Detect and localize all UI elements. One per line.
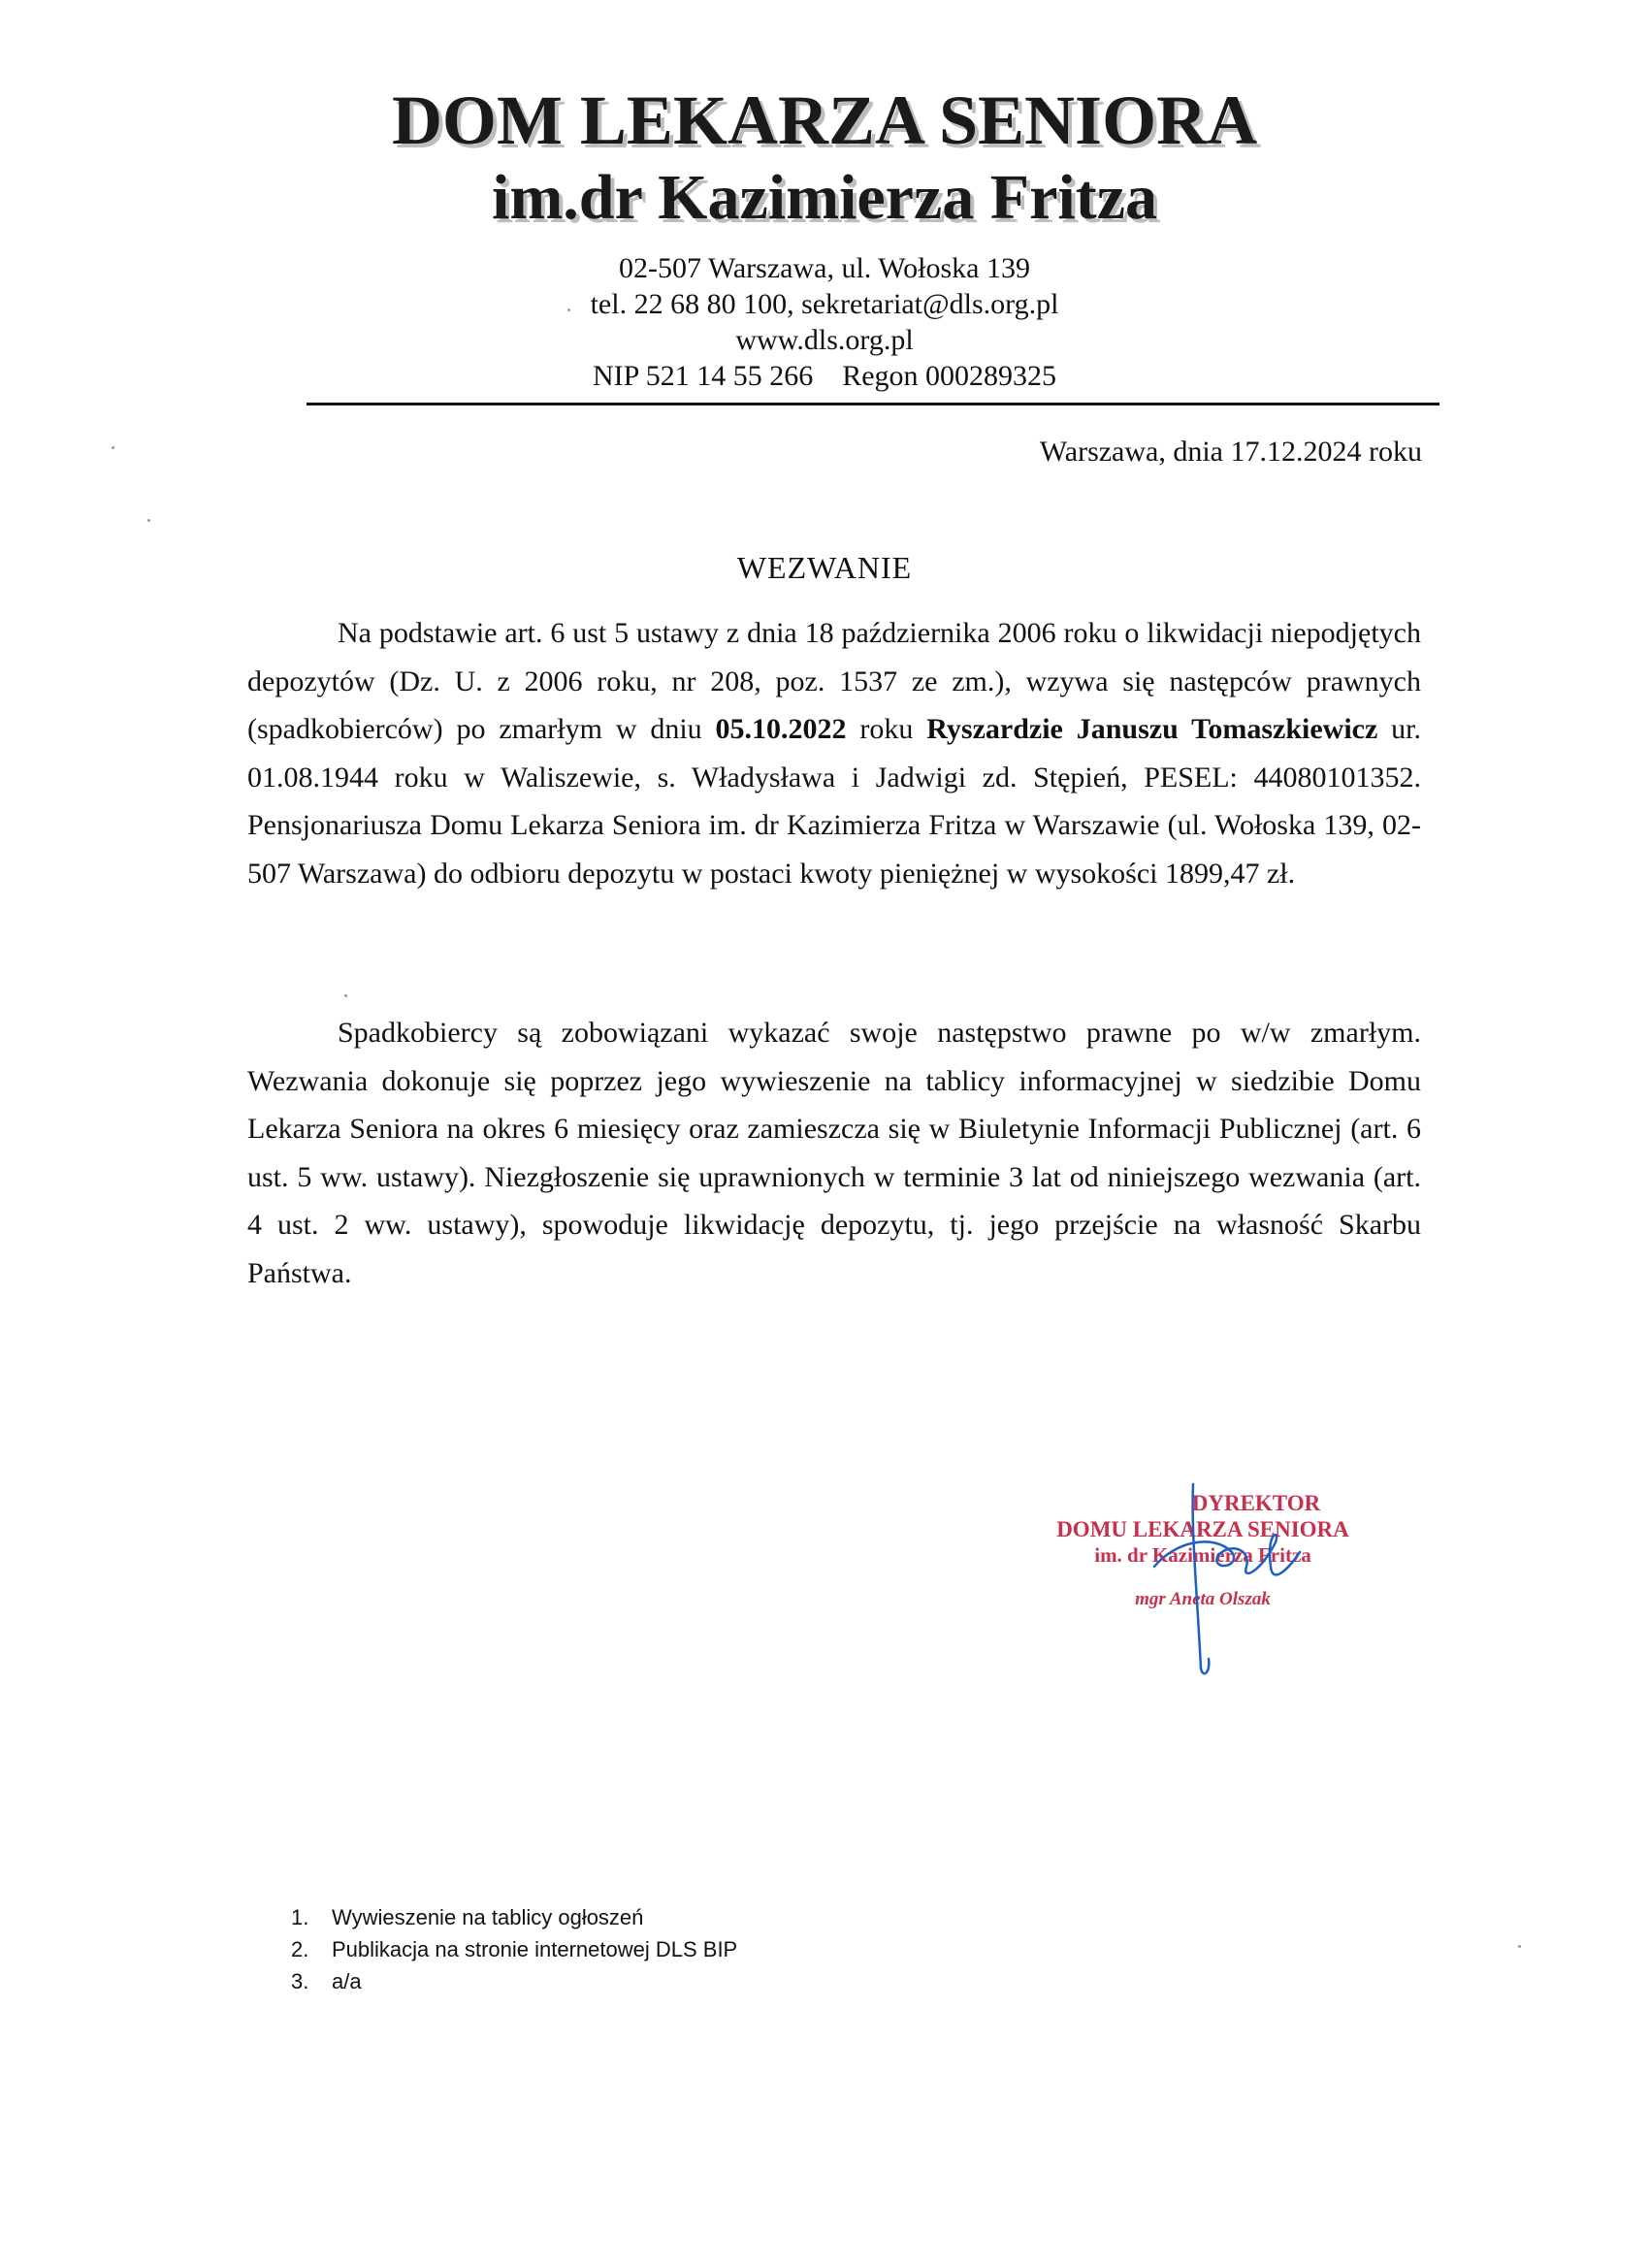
scan-speck xyxy=(1518,1945,1521,1948)
phone-email-line: tel. 22 68 80 100, sekretariat@dls.org.pl xyxy=(590,288,1059,320)
list-item: 2. Publikacja na stronie internetowej DLS BIP xyxy=(291,1937,738,1961)
document-title: WEZWANIE xyxy=(736,550,913,585)
stamp-patron: im. dr Kazimierza Fritza xyxy=(1094,1543,1311,1567)
paragraph-summons xyxy=(247,609,1421,897)
letterhead xyxy=(0,81,1649,235)
contact-block xyxy=(0,250,1649,394)
scan-speck xyxy=(567,308,570,311)
summons-text-3: ur. 01.08.1944 roku w Waliszewie, s. Władysława i Jadwigi zd. Stępień, PESEL: 44080101352. Pensjonariusza Domu Lekarza Seniora im. dr Kazimierza Fritza w Warszawie (ul. Wołoska 139, 02-507 Warszawa) do odbioru depozytu w postaci kwoty pieniężnej w wysokości 1899,47 zł. xyxy=(247,713,1421,890)
deceased-name: Ryszardzie Januszu Tomaszkiewicz xyxy=(926,713,1378,745)
date-line: Warszawa, dnia 17.12.2024 roku xyxy=(1039,436,1422,468)
letterhead-divider xyxy=(307,403,1439,405)
obligations-text: Spadkobiercy są zobowiązani wykazać swoje następstwo prawne po w/w zmarłym. Wezwania dokonuje się poprzez jego wywieszenie na tablicy informacyjnej w siedzibie Domu Lekarza Seniora na okres 6 miesięcy oraz zamieszcza się w Biuletynie Informacji Publicznej (art. 6 ust. 5 ww. ustawy). Niezgłoszenie się uprawnionych w terminie 3 lat od niniejszego wezwania (art. 4 ust. 2 ww. ustawy), spowoduje likwidację depozytu, tj. jego przejście na własność Skarbu Państwa. xyxy=(247,1017,1421,1289)
address-line: 02-507 Warszawa, ul. Wołoska 139 xyxy=(619,252,1030,284)
summons-text-1: Na podstawie art. 6 ust 5 ustawy z dnia 18 października 2006 roku o likwidacji niepodjętych depozytów (Dz. U. z 2006 roku, nr 208, poz. 1537 ze zm.), wzywa się następców prawnych (spadkobierców) po zmarłym w dniu xyxy=(247,617,1421,745)
scan-speck xyxy=(112,446,114,449)
paragraph-obligations xyxy=(247,1009,1421,1297)
death-date: 05.10.2022 xyxy=(715,713,847,745)
handwritten-signature xyxy=(1096,1474,1319,1688)
list-item: 3. a/a xyxy=(291,1969,362,1993)
institution-patron: im.dr Kazimierza Fritza xyxy=(491,162,1157,233)
scan-speck xyxy=(344,994,347,997)
stamp-director-name: mgr Aneta Olszak xyxy=(1135,1589,1271,1609)
summons-text-2: roku xyxy=(846,713,927,745)
registry-line xyxy=(0,358,1649,394)
stamp-title: DYREKTOR xyxy=(1191,1491,1321,1515)
stamp-institution: DOMU LEKARZA SENIORA xyxy=(1056,1517,1349,1541)
institution-name: DOM LEKARZA SENIORA xyxy=(391,81,1258,159)
website-line: www.dls.org.pl xyxy=(735,324,914,356)
regon-number: Regon 000289325 xyxy=(842,360,1057,392)
distribution-list xyxy=(291,1901,737,1997)
nip-number: NIP 521 14 55 266 xyxy=(592,360,814,392)
list-item: 1. Wywieszenie na tablicy ogłoszeń xyxy=(291,1905,644,1929)
scan-speck xyxy=(147,519,150,522)
